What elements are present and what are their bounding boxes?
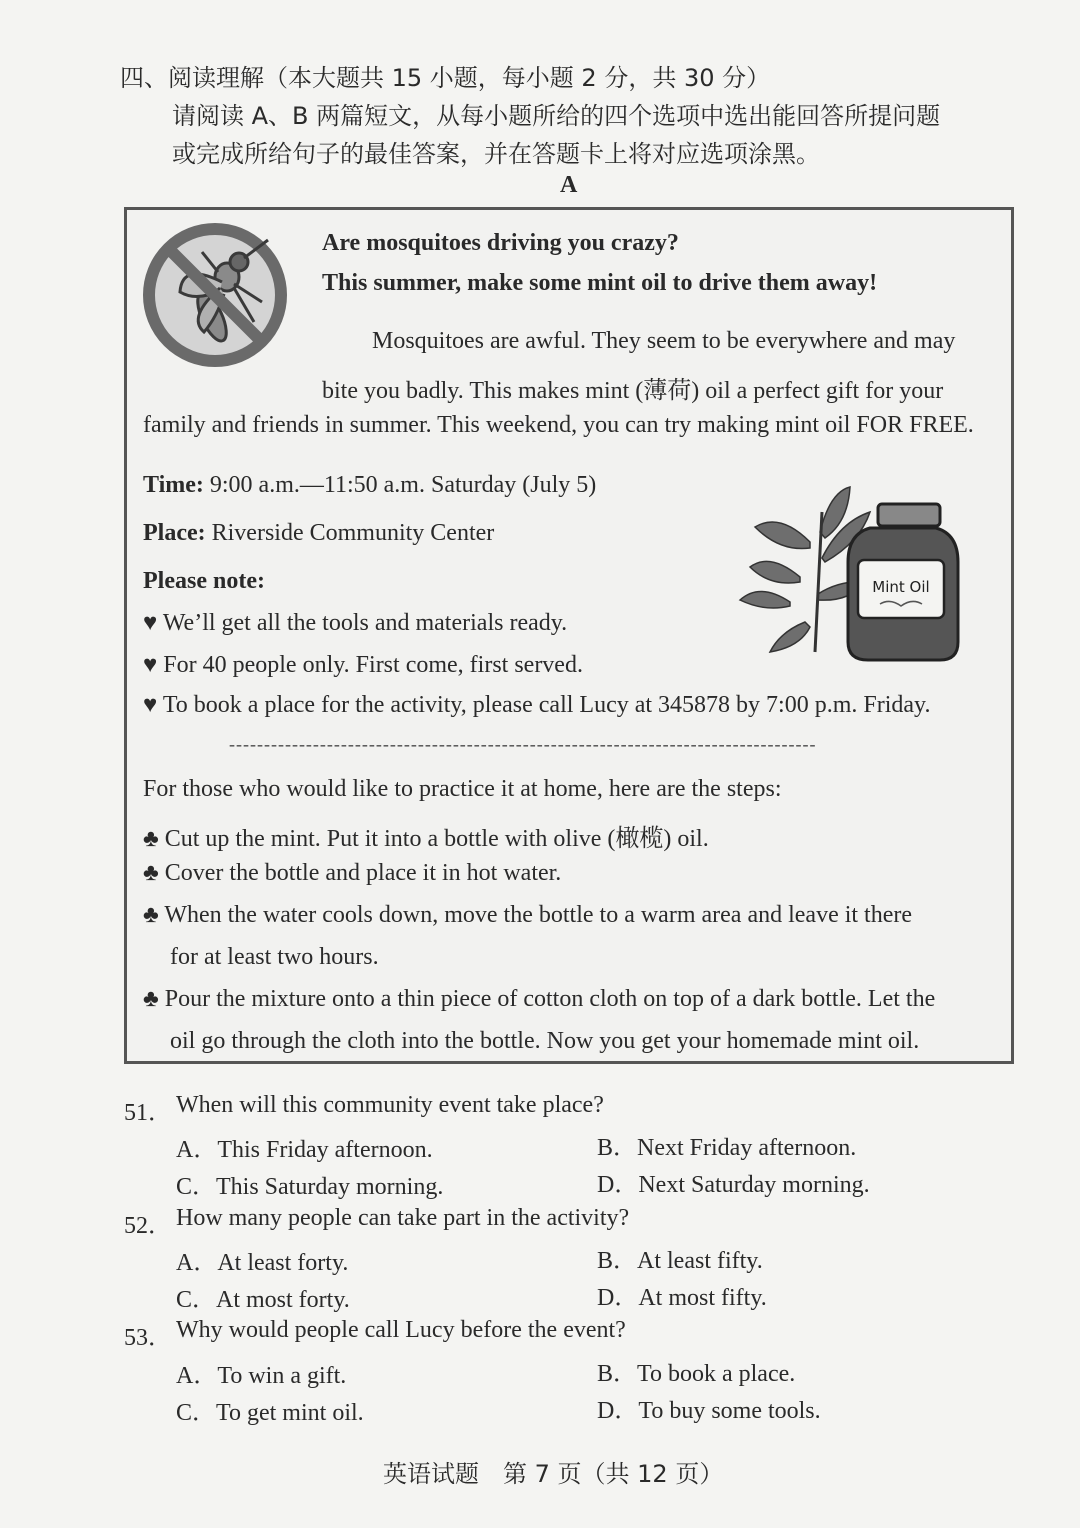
step-item-continued: oil go through the cloth into the bottle. Now you get your homemade mint oil. [170,1028,920,1054]
mint-oil-jar-image [730,482,965,664]
time-label: Time: [143,472,204,498]
event-place [143,520,494,547]
event-time [143,472,596,499]
section-title: 四、阅读理解（本大题共 15 小题，每小题 2 分，共 30 分） [120,64,771,92]
question-53-number: 53． [124,1325,172,1351]
page-footer: 英语试题 第 7 页（共 12 页） [383,1460,724,1488]
time-value: 9:00 a.m.—11:50 a.m. Saturday (July 5) [203,472,597,498]
question-51-option-b: B．Next Friday afternoon. [597,1135,857,1161]
question-51-text: When will this community event take place? [176,1092,604,1118]
passage-label: A [560,172,578,198]
question-52-option-a: A．At least forty. [176,1250,349,1276]
place-value: Riverside Community Center [205,520,495,546]
ad-paragraph-line-3: family and friends in summer. This weekend, you can try making mint oil FOR FREE. [143,412,974,438]
question-53-option-b: B．To book a place. [597,1361,796,1387]
ad-paragraph-line-2: bite you badly. This makes mint (薄荷) oil a perfect gift for your [322,378,944,404]
divider-line: ------------------------------------------------------------------------------------ [229,734,817,754]
note-item: ♥ For 40 people only. First come, first served. [143,652,583,678]
question-52-option-d: D．At most fifty. [597,1285,767,1311]
ad-paragraph-line-1: Mosquitoes are awful. They seem to be everywhere and may [372,328,956,354]
steps-intro: For those who would like to practice it at home, here are the steps: [143,776,782,802]
step-item-continued: for at least two hours. [170,944,379,970]
question-52-option-b: B．At least fifty. [597,1248,763,1274]
jar-label: Mint Oil [872,578,930,596]
instruction-line-1: 请阅读 A、B 两篇短文，从每小题所给的四个选项中选出能回答所提问题 [172,102,941,130]
note-item: ♥ To book a place for the activity, please call Lucy at 345878 by 7:00 p.m. Friday. [143,692,931,718]
no-mosquito-icon [142,222,288,368]
question-53-option-a: A．To win a gift. [176,1363,347,1389]
question-53-text: Why would people call Lucy before the event? [176,1317,626,1343]
step-item: ♣ Cut up the mint. Put it into a bottle with olive (橄榄) oil. [143,826,709,852]
question-52-text: How many people can take part in the activity? [176,1205,630,1231]
question-52-option-c: C．At most forty. [176,1287,350,1313]
place-label: Place: [143,520,206,546]
question-52-number: 52． [124,1213,172,1239]
instruction-line-2: 或完成所给句子的最佳答案，并在答题卡上将对应选项涂黑。 [172,140,820,168]
note-label: Please note: [143,568,265,594]
step-item: ♣ When the water cools down, move the bottle to a warm area and leave it there [143,902,913,928]
question-51-option-d: D．Next Saturday morning. [597,1172,870,1198]
step-item: ♣ Cover the bottle and place it in hot water. [143,860,562,886]
question-53-option-d: D．To buy some tools. [597,1398,821,1424]
ad-headline-1: Are mosquitoes driving you crazy? [322,230,679,256]
question-51-option-a: A．This Friday afternoon. [176,1137,433,1163]
ad-headline-2: This summer, make some mint oil to drive them away! [322,270,878,296]
question-51-option-c: C．This Saturday morning. [176,1174,444,1200]
question-53-option-c: C．To get mint oil. [176,1400,364,1426]
note-item: ♥ We’ll get all the tools and materials ready. [143,610,568,636]
question-51-number: 51． [124,1100,172,1126]
step-item: ♣ Pour the mixture onto a thin piece of cotton cloth on top of a dark bottle. Let the [143,986,936,1012]
